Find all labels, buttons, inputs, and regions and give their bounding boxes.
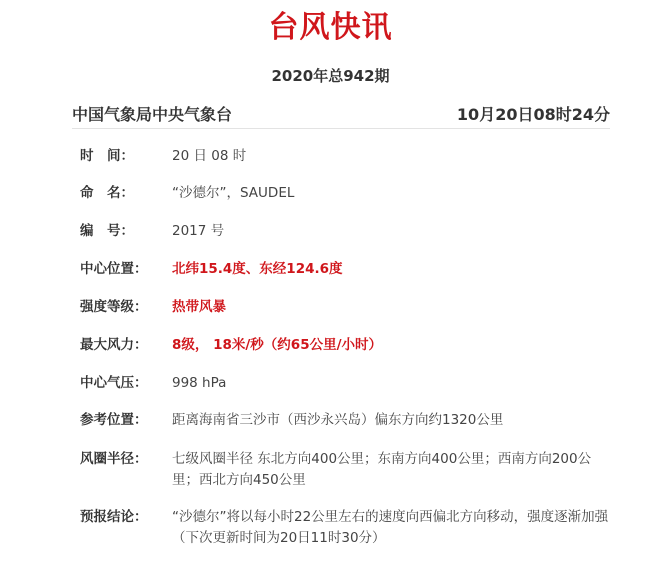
next-update-note: （下次更新时间为20日11时30分）: [172, 530, 386, 546]
field-label: 强度等级：: [80, 299, 148, 315]
field-value: 8级， 18米/秒（约65公里/小时）: [172, 337, 383, 353]
field-value: 2017 号: [172, 223, 225, 239]
field-value: 20 日 08 时: [172, 148, 247, 164]
field-value: [172, 507, 612, 549]
field-label: 风圈半径：: [80, 451, 148, 467]
field-value: “沙德尔”，SAUDEL: [172, 185, 295, 201]
issuing-agency: 中国气象局中央气象台: [72, 105, 233, 124]
field-label: 中心气压：: [80, 375, 148, 391]
field-value: 998 hPa: [172, 375, 227, 391]
field-value: 七级风圈半径 东北方向400公里；东南方向400公里；西南方向200公里；西北方向450公里: [172, 451, 592, 488]
forecast-text: “沙德尔”将以每小时22公里左右的速度向西偏北方向移动，强度逐渐加强: [172, 509, 609, 525]
field-value: 热带风暴: [172, 299, 226, 315]
field-label: 最大风力：: [80, 337, 148, 353]
field-label: 中心位置：: [80, 261, 148, 277]
bulletin-header: [72, 102, 610, 129]
field-label: 命 名：: [80, 185, 134, 201]
field-label: 参考位置：: [80, 412, 148, 428]
issue-number: 2020年总942期: [271, 67, 390, 85]
bulletin-title: 台风快讯: [268, 10, 393, 45]
field-label: 编 号：: [80, 223, 134, 239]
field-label: 预报结论：: [80, 509, 148, 525]
issued-time: 10月20日08时24分: [456, 105, 610, 124]
field-label: 时 间：: [80, 148, 134, 164]
field-value: 北纬15.4度、东经124.6度: [172, 261, 343, 277]
field-value: 距离海南省三沙市（西沙永兴岛）偏东方向约1320公里: [172, 412, 504, 428]
